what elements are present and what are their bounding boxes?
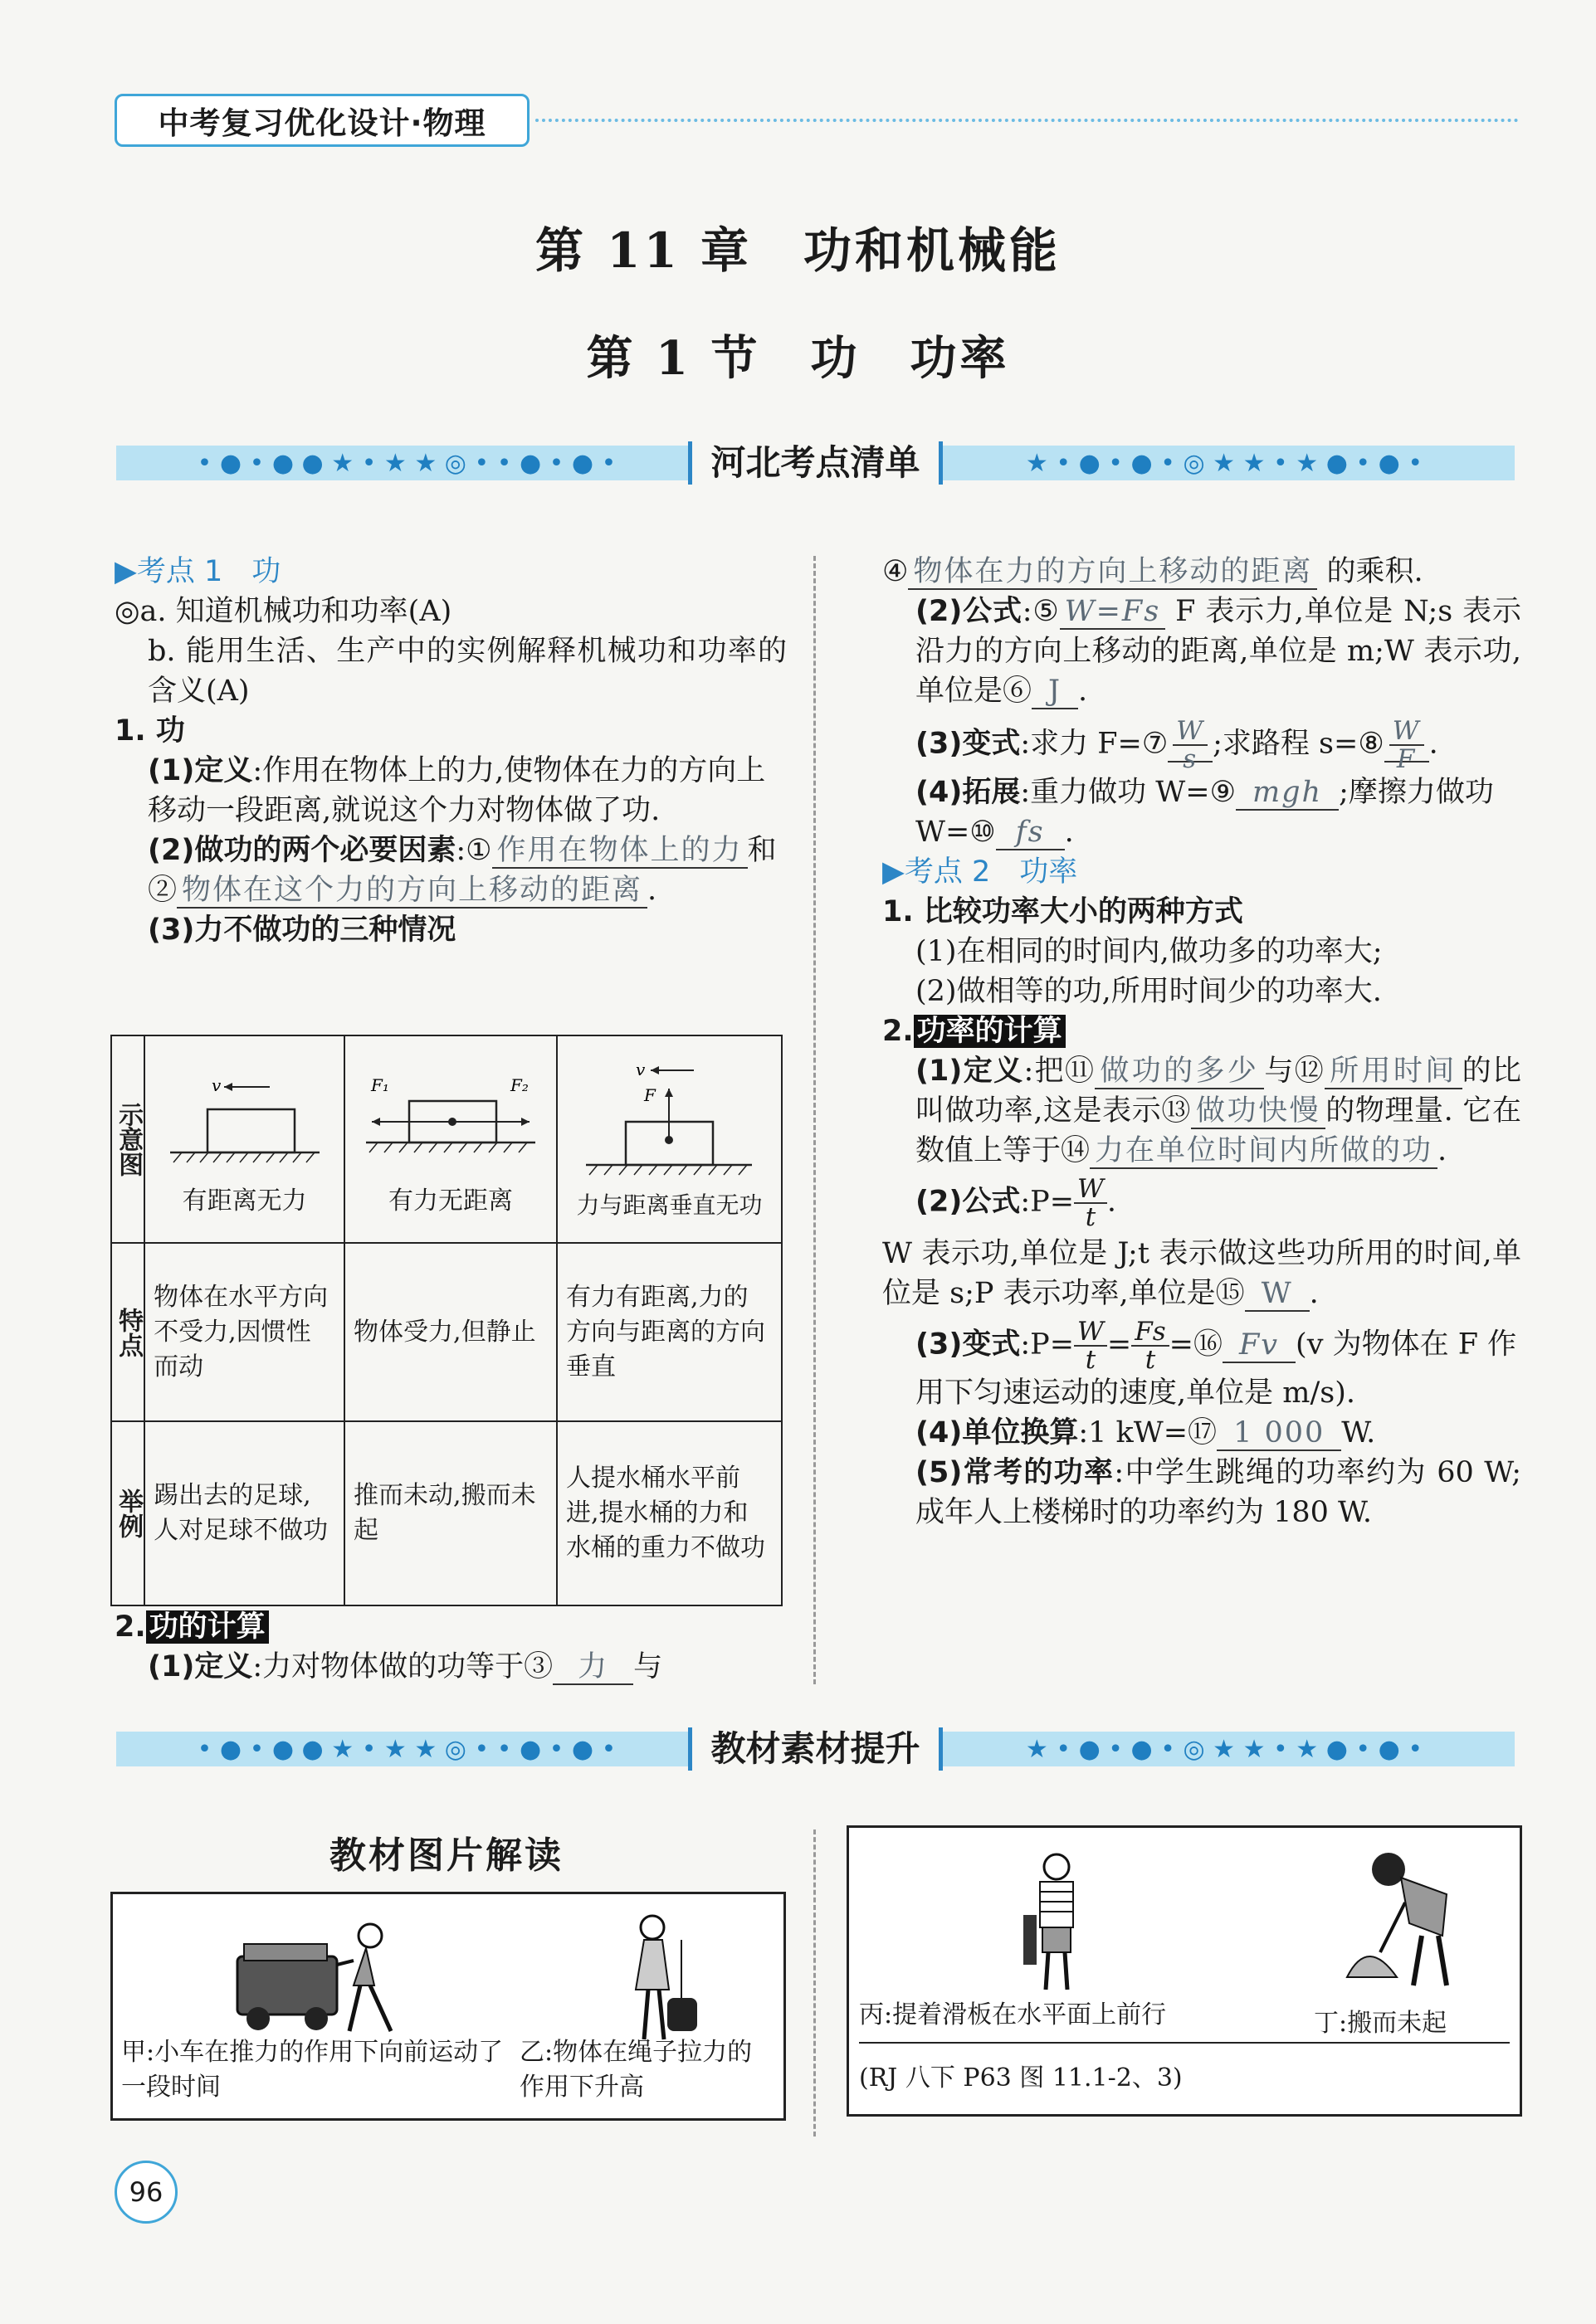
- velocity-label-3: v: [636, 1060, 646, 1079]
- left-column: [115, 552, 787, 950]
- work-definition: (1)定义:作用在物体上的力,使物体在力的方向上移动一段距离,就说这个力对物体做了功.: [148, 754, 766, 827]
- caption-bing: 丙:提着滑板在水平面上前行: [859, 2000, 1167, 2029]
- requirement-b: b. 能用生活、生产中的实例解释机械功和功率的含义(A): [148, 635, 787, 708]
- answer-2: 物体在这个力的方向上移动的距离: [177, 874, 647, 909]
- material-divider: [813, 1829, 816, 2136]
- pushing-cart-illustration: [229, 1911, 420, 2044]
- work-formula: (2)公式:⑤ W=Fs F 表示力,单位是 N;s 表示沿力的方向上移动的距离,单位是 m;W 表示功,单位是⑥ J .: [915, 595, 1521, 708]
- figure-box-right: [847, 1825, 1522, 2117]
- diagram-cell-2: [344, 1035, 557, 1243]
- compare-title: 1. 比较功率大小的两种方式: [882, 895, 1243, 928]
- banner-hebei-points: • ● • ● ● ★ • ★ ★ ◎ • • ● • ● • ★ • ● • ● • ◎ ★ ★ • ★ ● • ● • 河北考点清单: [116, 436, 1515, 490]
- answer-15: W: [1245, 1277, 1310, 1312]
- section-title: 第 1 节 功 功率: [586, 331, 1010, 386]
- banner-textbook-material: • ● • ● ● ★ • ★ ★ ◎ • • ● • ● • ★ • ● • ● • ◎ ★ ★ • ★ ● • ● • 教材素材提升: [116, 1722, 1515, 1776]
- power-formula-desc: W 表示功,单位是 J;t 表示做这些功所用的时间,单位是 s;P 表示功率,单位是⑮ W .: [882, 1237, 1521, 1310]
- sliding-block-figure: [162, 1060, 328, 1184]
- caption-jia: 甲:小车在推力的作用下向前运动了一段时间: [121, 2038, 504, 2102]
- answer-5: W=Fs: [1060, 595, 1166, 630]
- kaodian-2: ▶考点 2 功率: [882, 855, 1078, 889]
- compare-method-2: (2)做相等的功,所用时间少的功率大.: [915, 975, 1382, 1008]
- caption-yi: 乙:物体在绳子拉力的作用下升高: [520, 2038, 753, 2102]
- lifting-rock-illustration: [1330, 1844, 1472, 1994]
- work-definition-cont: ④ 物体在力的方向上移动的距离 的乘积.: [882, 555, 1423, 588]
- example-1: 踢出去的足球,人对足球不做功: [144, 1421, 344, 1605]
- force-f1-label: F₁: [371, 1075, 389, 1095]
- answer-11: 做功的多少: [1095, 1055, 1264, 1089]
- work-extension: (4)拓展:重力做功 W=⑨ mgh ;摩擦力做功W=⑩ fs .: [915, 776, 1494, 849]
- heading-power-calc: 2. 功率的计算: [882, 1011, 1521, 1051]
- row-header-diagram: 示意图: [111, 1035, 144, 1243]
- answer-7: [1168, 716, 1213, 774]
- answer-12: 所用时间: [1325, 1055, 1462, 1089]
- balanced-forces-figure: [359, 1060, 542, 1184]
- answer-1: 作用在物体上的力: [492, 834, 748, 869]
- no-work-cases-table: [110, 1035, 783, 1606]
- page-number: 96: [115, 2161, 178, 2224]
- force-f2-label: F₂: [510, 1075, 529, 1095]
- header-dotted-rule: [535, 119, 1519, 122]
- work-variant: (3)变式:求力 F=⑦ $\frac{W}{s}$ ;求路程 s=⑧ $\frac{W}{F}$ .: [915, 716, 1438, 774]
- material-title: 教材图片解读: [329, 1834, 564, 1877]
- diagram-cell-1: [144, 1035, 344, 1243]
- answer-4: 物体在力的方向上移动的距离: [908, 555, 1317, 590]
- unit-conversion: (4)单位换算:1 kW=⑰ 1 000 W.: [915, 1416, 1376, 1449]
- answer-3: 力: [553, 1650, 633, 1685]
- answer-10: fs: [996, 816, 1065, 850]
- force-f-label: F: [644, 1085, 656, 1105]
- feature-1: 物体在水平方向不受力,因惯性而动: [144, 1243, 344, 1421]
- feature-2: 物体受力,但静止: [344, 1243, 557, 1421]
- column-divider: [813, 556, 816, 1684]
- carrying-skateboard-illustration: [1011, 1849, 1102, 1998]
- kaodian-1: ▶考点 1 功: [115, 555, 281, 588]
- velocity-label: v: [211, 1075, 221, 1095]
- caption-ding: 丁:搬而未起: [1314, 2009, 1447, 2038]
- row-header-features: 特点: [111, 1243, 144, 1421]
- figure-caption-1: 有距离无力: [182, 1186, 307, 1216]
- power-variant: (3)变式:P= $\frac{W}{t}$ = $\frac{Fs}{t}$ =⑯ Fv (v 为物体在 F 作用下匀速运动的速度,单位是 m/s).: [915, 1317, 1517, 1410]
- figure-caption-3: 力与距离垂直无功: [576, 1191, 763, 1219]
- work-calc-definition: (1)定义:力对物体做的功等于③ 力 与: [148, 1650, 663, 1683]
- chapter-title: 第 11 章 功和机械能: [534, 222, 1062, 279]
- answer-16: Fv: [1223, 1328, 1296, 1363]
- fraction-w-over-t: $\frac{W}{t}$: [1074, 1176, 1107, 1230]
- work-factors: (2)做功的两个必要因素:① 作用在物体上的力 和② 物体在这个力的方向上移动的距离 .: [148, 834, 777, 907]
- answer-8: [1384, 716, 1429, 774]
- fraction-w-over-t-2: $\frac{W}{t}$: [1074, 1318, 1107, 1373]
- requirement-a: ◎a. 知道机械功和功率(A): [115, 595, 452, 628]
- left-column-bottom: [115, 1607, 787, 1687]
- answer-17: 1 000: [1217, 1416, 1341, 1451]
- compare-method-1: (1)在相同的时间内,做功多的功率大;: [915, 935, 1383, 968]
- power-definition: (1)定义:把⑪ 做功的多少 与⑫ 所用时间 的比叫做功率,这是表示⑬ 做功快慢 的物理量. 它在数值上等于⑭ 力在单位时间内所做的功 .: [915, 1055, 1521, 1167]
- fraction-fs-over-t: $\frac{Fs}{t}$: [1131, 1318, 1169, 1373]
- three-cases-title: (3)力不做功的三种情况: [148, 914, 456, 947]
- series-header: 中考复习优化设计·物理: [115, 94, 530, 147]
- fraction-w-over-f: $\frac{W}{F}$: [1389, 718, 1424, 772]
- answer-6: J: [1032, 675, 1078, 709]
- figure-box-left: [110, 1892, 786, 2121]
- power-formula: (2)公式:P= $\frac{W}{t}$ .: [915, 1174, 1117, 1232]
- common-power-values: (5)常考的功率:中学生跳绳的功率约为 60 W;成年人上楼梯时的功率约为 180 W.: [915, 1456, 1521, 1529]
- lifting-object-illustration: [611, 1907, 710, 2048]
- answer-13: 做功快慢: [1191, 1094, 1325, 1129]
- heading-work: 1. 功: [115, 714, 185, 748]
- figure-caption-2: 有力无距离: [388, 1186, 513, 1216]
- row-header-examples: 举例: [111, 1421, 144, 1605]
- answer-9: mgh: [1236, 776, 1339, 811]
- feature-3: 有力有距离,力的方向与距离的方向垂直: [557, 1243, 782, 1421]
- perpendicular-force-figure: [578, 1055, 760, 1188]
- banner-label-2: 教材素材提升: [688, 1727, 942, 1771]
- answer-14: 力在单位时间内所做的功: [1090, 1134, 1437, 1169]
- example-2: 推而未动,搬而未起: [344, 1421, 557, 1605]
- right-column: [882, 552, 1521, 1532]
- fraction-w-over-s: $\frac{W}{s}$: [1173, 718, 1208, 772]
- diagram-cell-3: [557, 1035, 782, 1243]
- figure-source: (RJ 八下 P63 图 11.1-2、3): [859, 2042, 1510, 2093]
- example-3: 人提水桶水平前进,提水桶的力和水桶的重力不做功: [557, 1421, 782, 1605]
- banner-label: 河北考点清单: [688, 441, 942, 485]
- heading-work-calc: 2. 功的计算: [115, 1607, 787, 1647]
